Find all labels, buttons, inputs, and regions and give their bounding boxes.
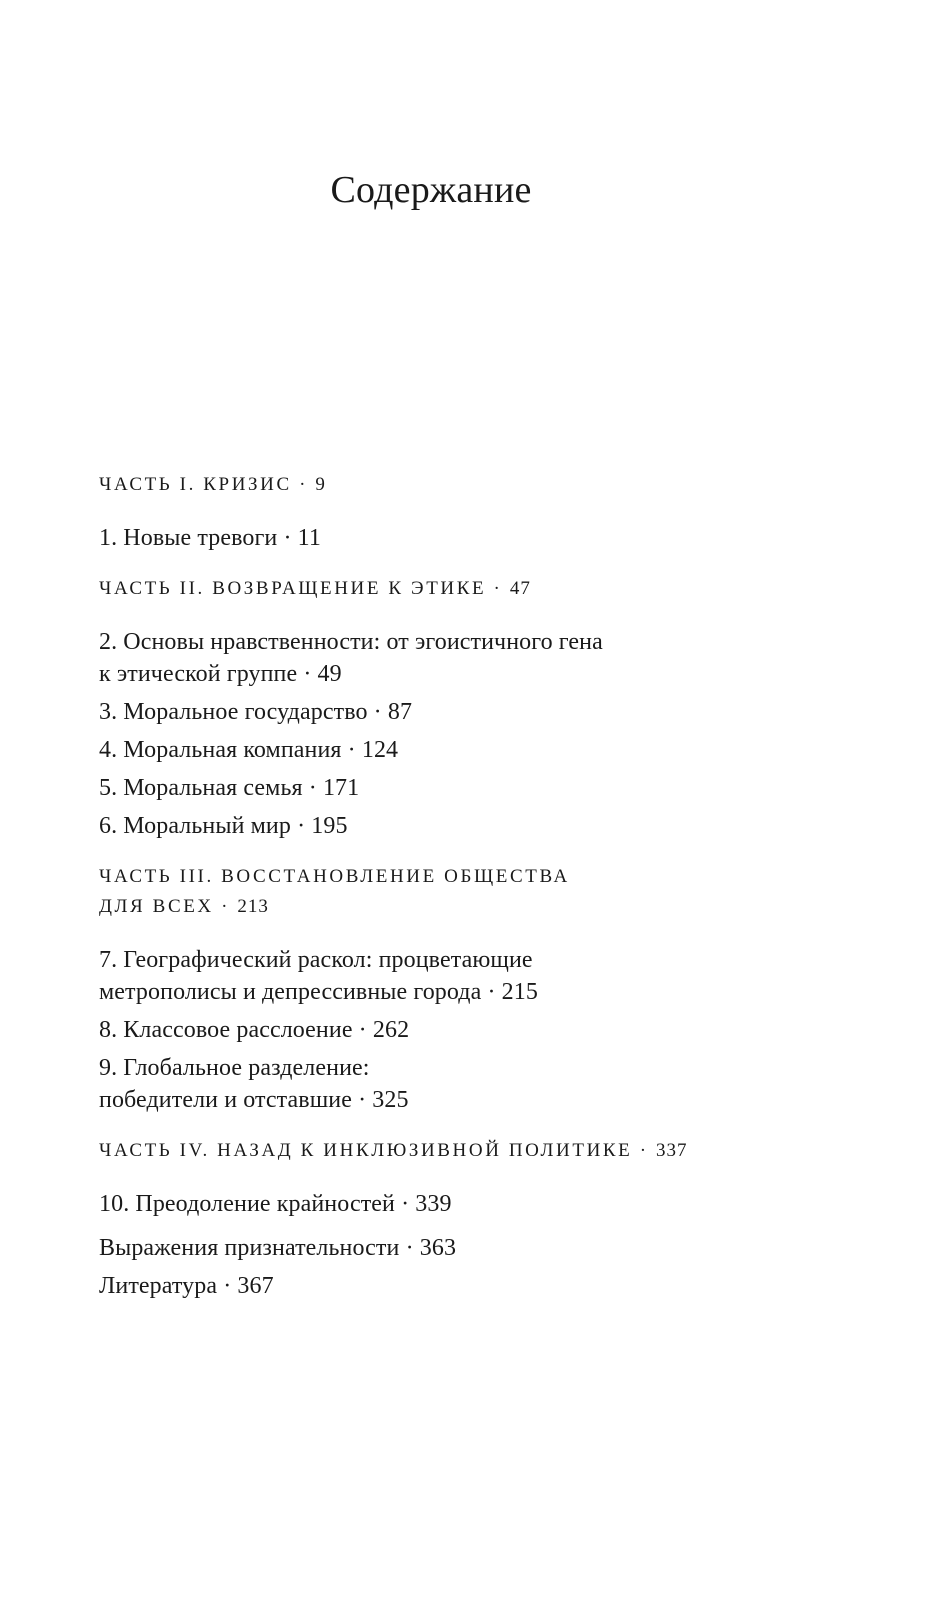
- chapter-title-line-1: 2. Основы нравственности: от эгоистичного гена: [99, 629, 603, 655]
- toc-chapter-4[interactable]: [99, 734, 819, 766]
- toc-chapter-7[interactable]: [99, 944, 819, 1008]
- part-title-line-2: ДЛЯ ВСЕХ: [99, 896, 214, 917]
- page-number: 124: [361, 737, 399, 763]
- part-title: ЧАСТЬ II. ВОЗВРАЩЕНИЕ К ЭТИКЕ: [99, 578, 487, 599]
- toc-chapter-9[interactable]: [99, 1052, 819, 1116]
- toc-chapter-5[interactable]: [99, 772, 819, 804]
- chapter-title-line-2: метрополисы и депрессивные города: [99, 979, 482, 1005]
- toc-chapter-6[interactable]: [99, 810, 819, 842]
- page-number: 47: [509, 578, 531, 599]
- page-number: 171: [322, 775, 360, 801]
- separator: ·: [632, 1140, 657, 1161]
- part-title-line-1: ЧАСТЬ III. ВОССТАНОВЛЕНИЕ ОБЩЕСТВА: [99, 866, 570, 887]
- separator: ·: [291, 474, 316, 495]
- separator: ·: [290, 813, 312, 839]
- separator: ·: [302, 775, 323, 801]
- chapter-title: 6. Моральный мир: [99, 813, 291, 839]
- toc-chapter-1[interactable]: [99, 522, 819, 554]
- page-number: 325: [372, 1087, 409, 1113]
- separator: ·: [395, 1191, 416, 1217]
- toc-part-1[interactable]: [99, 470, 819, 500]
- separator: ·: [352, 1087, 373, 1113]
- separator: ·: [486, 578, 510, 599]
- part-title: ЧАСТЬ I. КРИЗИС: [99, 474, 292, 495]
- toc-literature[interactable]: [99, 1270, 819, 1302]
- separator: ·: [277, 525, 298, 551]
- separator: ·: [341, 737, 362, 763]
- page-number: 215: [501, 979, 538, 1005]
- toc-part-2[interactable]: [99, 574, 819, 604]
- chapter-title: Литература: [99, 1273, 218, 1299]
- chapter-title: 1. Новые тревоги: [99, 525, 278, 551]
- toc-chapter-3[interactable]: [99, 696, 819, 728]
- page-number: 363: [419, 1235, 457, 1261]
- separator: ·: [217, 1273, 238, 1299]
- toc-acknowledgements[interactable]: [99, 1232, 819, 1264]
- toc-chapter-10[interactable]: [99, 1188, 819, 1220]
- chapter-title-line-2: к этической группе: [99, 661, 298, 687]
- page-number: 49: [317, 661, 342, 687]
- separator: ·: [213, 896, 238, 917]
- chapter-title: 3. Моральное государство: [99, 699, 368, 725]
- page-number: 337: [656, 1140, 688, 1161]
- toc-chapter-2[interactable]: [99, 626, 819, 690]
- chapter-title: 8. Классовое расслоение: [99, 1017, 353, 1043]
- page-number: 339: [415, 1191, 452, 1217]
- toc-part-3[interactable]: [99, 862, 819, 922]
- chapter-title: 5. Моральная семья: [99, 775, 303, 801]
- toc-part-4[interactable]: [99, 1136, 819, 1166]
- page-number: 195: [311, 813, 348, 839]
- separator: ·: [367, 699, 388, 725]
- chapter-title-line-2: победители и отставшие: [99, 1087, 352, 1113]
- chapter-title: 4. Моральная компания: [99, 737, 342, 763]
- separator: ·: [481, 979, 502, 1005]
- chapter-title-line-1: 9. Глобальное разделение:: [99, 1055, 370, 1081]
- separator: ·: [352, 1017, 373, 1043]
- part-title: ЧАСТЬ IV. НАЗАД К ИНКЛЮЗИВНОЙ ПОЛИТИКЕ: [99, 1140, 633, 1161]
- chapter-title: Выражения признательности: [99, 1235, 400, 1261]
- chapter-title: 10. Преодоление крайностей: [99, 1191, 395, 1217]
- toc-chapter-8[interactable]: [99, 1014, 819, 1046]
- separator: ·: [399, 1235, 420, 1261]
- page-number: 9: [315, 474, 326, 495]
- separator: ·: [297, 661, 318, 687]
- page-number: 11: [297, 525, 321, 551]
- page-number: 262: [372, 1017, 410, 1043]
- page-number: 367: [237, 1273, 274, 1299]
- chapter-title-line-1: 7. Географический раскол: процветающие: [99, 947, 533, 973]
- page-number: 213: [237, 896, 269, 917]
- page-number: 87: [387, 699, 413, 725]
- page-title: Содержание: [330, 169, 532, 211]
- table-of-contents: [99, 470, 819, 1302]
